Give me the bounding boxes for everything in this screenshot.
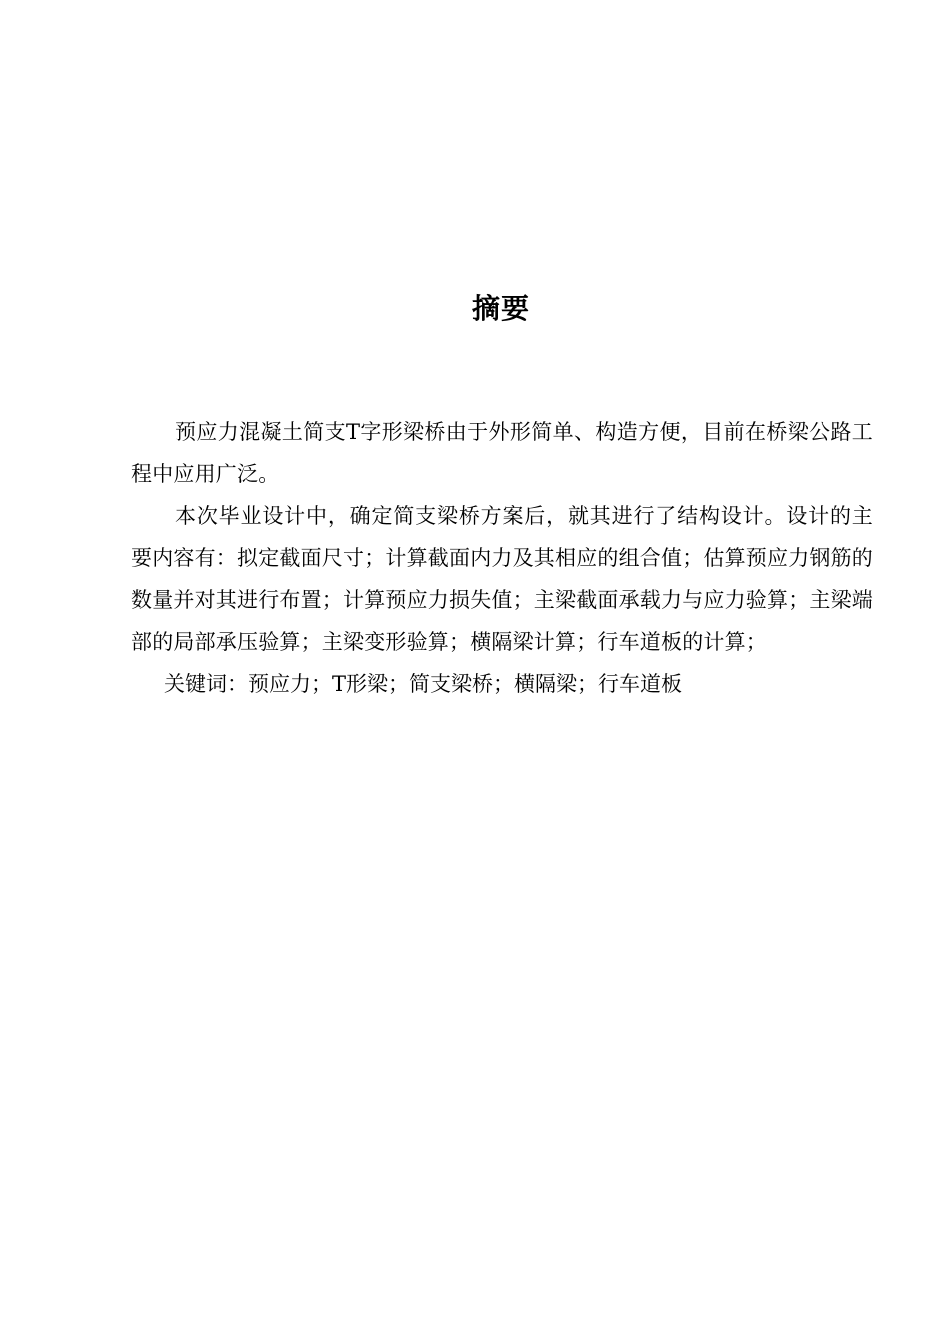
abstract-body <box>131 411 873 705</box>
abstract-title: 摘要 <box>471 292 530 325</box>
abstract-paragraph-2: 本次毕业设计中，确定简支梁桥方案后，就其进行了结构设计。设计的主要内容有：拟定截面尺寸；计算截面内力及其相应的组合值；估算预应力钢筋的数量并对其进行布置；计算预应力损失值；主梁截面承载力与应力验算；主梁端部的局部承压验算；主梁变形验算；横隔梁计算；行车道板的计算； <box>131 504 873 654</box>
abstract-paragraph-1: 预应力混凝土简支T字形梁桥由于外形简单、构造方便，目前在桥梁公路工程中应用广泛。 <box>131 420 873 486</box>
keywords-line: 关键词：预应力；T形梁；简支梁桥；横隔梁；行车道板 <box>164 672 683 696</box>
